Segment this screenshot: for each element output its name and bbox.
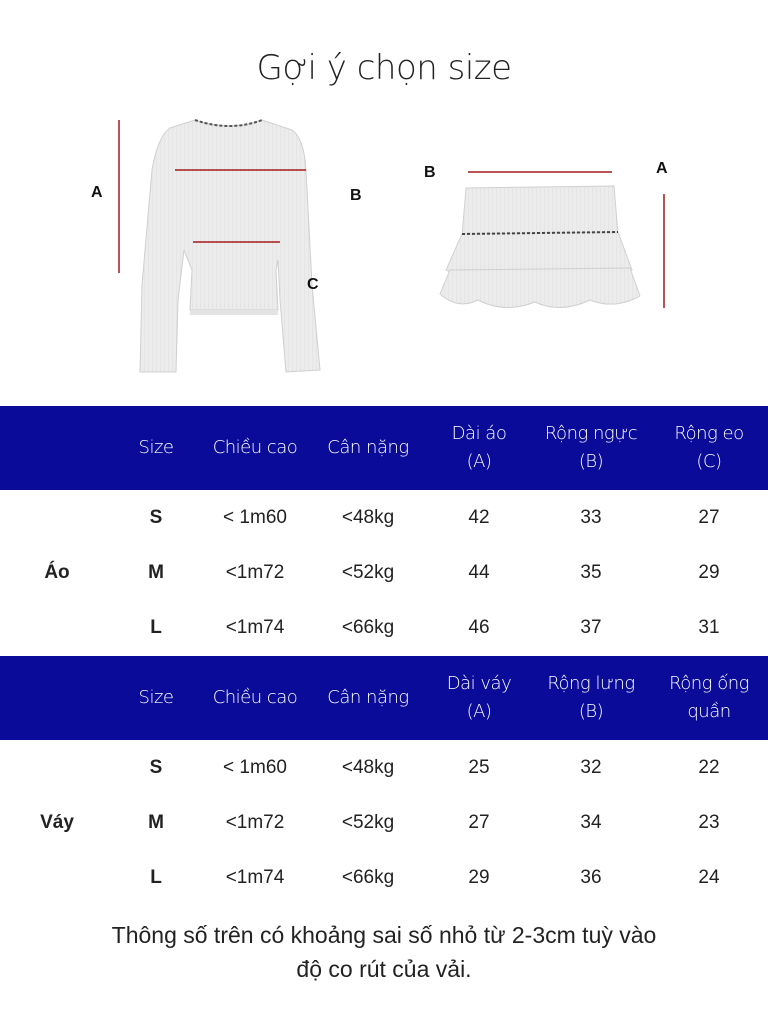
cell-weight: <48kg	[341, 757, 395, 778]
cell-weight: <66kg	[341, 617, 395, 638]
cell-waist: 29	[698, 562, 720, 583]
group-label-skirt: Váy	[40, 812, 74, 833]
top-label-b: B	[350, 187, 362, 204]
header-chest: Rộng ngực (B)	[544, 423, 638, 472]
cell-weight: <48kg	[341, 507, 395, 528]
header-skirt-length: Dài váy (A)	[446, 673, 512, 722]
table-row	[0, 490, 768, 546]
top-table-header	[0, 406, 768, 490]
cell-chest: 37	[580, 617, 602, 638]
table-row	[0, 850, 768, 906]
table-row	[0, 545, 768, 601]
garment-illustrations	[0, 110, 768, 385]
cell-length: 42	[468, 507, 490, 528]
header-leg-width: Rộng ống quần	[669, 673, 749, 722]
size-diagram	[0, 110, 768, 385]
header-waist: Rộng eo (C)	[674, 423, 744, 472]
skirt-table-header	[0, 656, 768, 740]
cell-height: < 1m60	[223, 507, 287, 528]
ruffle-skirt-illustration	[440, 186, 640, 308]
cell-size: L	[150, 617, 162, 638]
header-size: Size	[138, 687, 174, 708]
cell-height: <1m72	[225, 812, 285, 833]
cell-size: M	[148, 812, 164, 833]
top-label-c: C	[307, 276, 319, 293]
cell-leg-width: 22	[698, 757, 720, 778]
cell-size: S	[149, 757, 163, 778]
cell-length: 46	[468, 617, 490, 638]
cell-skirt-length: 27	[468, 812, 490, 833]
cell-size: L	[150, 867, 162, 888]
page-title: Gợi ý chọn size	[256, 48, 512, 88]
header-height: Chiều cao	[212, 687, 298, 708]
tolerance-note	[0, 918, 768, 986]
cell-weight: <52kg	[341, 562, 395, 583]
long-sleeve-top-illustration	[140, 120, 320, 372]
cell-leg-width: 23	[698, 812, 720, 833]
table-row	[0, 600, 768, 656]
cell-waist: 31	[698, 617, 720, 638]
top-label-a: A	[91, 184, 103, 201]
cell-height: <1m74	[225, 617, 285, 638]
note-line-1: Thông số trên có khoảng sai số nhỏ từ 2-3cm tuỳ vào	[111, 922, 657, 948]
cell-chest: 33	[580, 507, 602, 528]
header-size: Size	[138, 437, 174, 458]
skirt-label-b: B	[424, 164, 436, 181]
header-height: Chiều cao	[212, 437, 298, 458]
cell-height: < 1m60	[223, 757, 287, 778]
cell-weight: <52kg	[341, 812, 395, 833]
cell-chest: 35	[580, 562, 602, 583]
cell-size: M	[148, 562, 164, 583]
cell-weight: <66kg	[341, 867, 395, 888]
header-length: Dài áo (A)	[451, 423, 507, 472]
cell-height: <1m72	[225, 562, 285, 583]
cell-waist-width: 32	[580, 757, 602, 778]
header-weight: Cân nặng	[327, 687, 409, 708]
group-label-top: Áo	[44, 562, 70, 583]
skirt-label-a: A	[656, 160, 668, 177]
header-waist-width: Rộng lưng (B)	[547, 673, 635, 722]
note-line-2: độ co rút của vải.	[296, 956, 472, 982]
cell-waist-width: 34	[580, 812, 602, 833]
table-row	[0, 795, 768, 851]
cell-size: S	[149, 507, 163, 528]
cell-skirt-length: 29	[468, 867, 490, 888]
table-row	[0, 740, 768, 796]
cell-waist: 27	[698, 507, 720, 528]
cell-height: <1m74	[225, 867, 285, 888]
cell-skirt-length: 25	[468, 757, 490, 778]
cell-waist-width: 36	[580, 867, 602, 888]
cell-length: 44	[468, 562, 490, 583]
header-weight: Cân nặng	[327, 437, 409, 458]
cell-leg-width: 24	[698, 867, 720, 888]
